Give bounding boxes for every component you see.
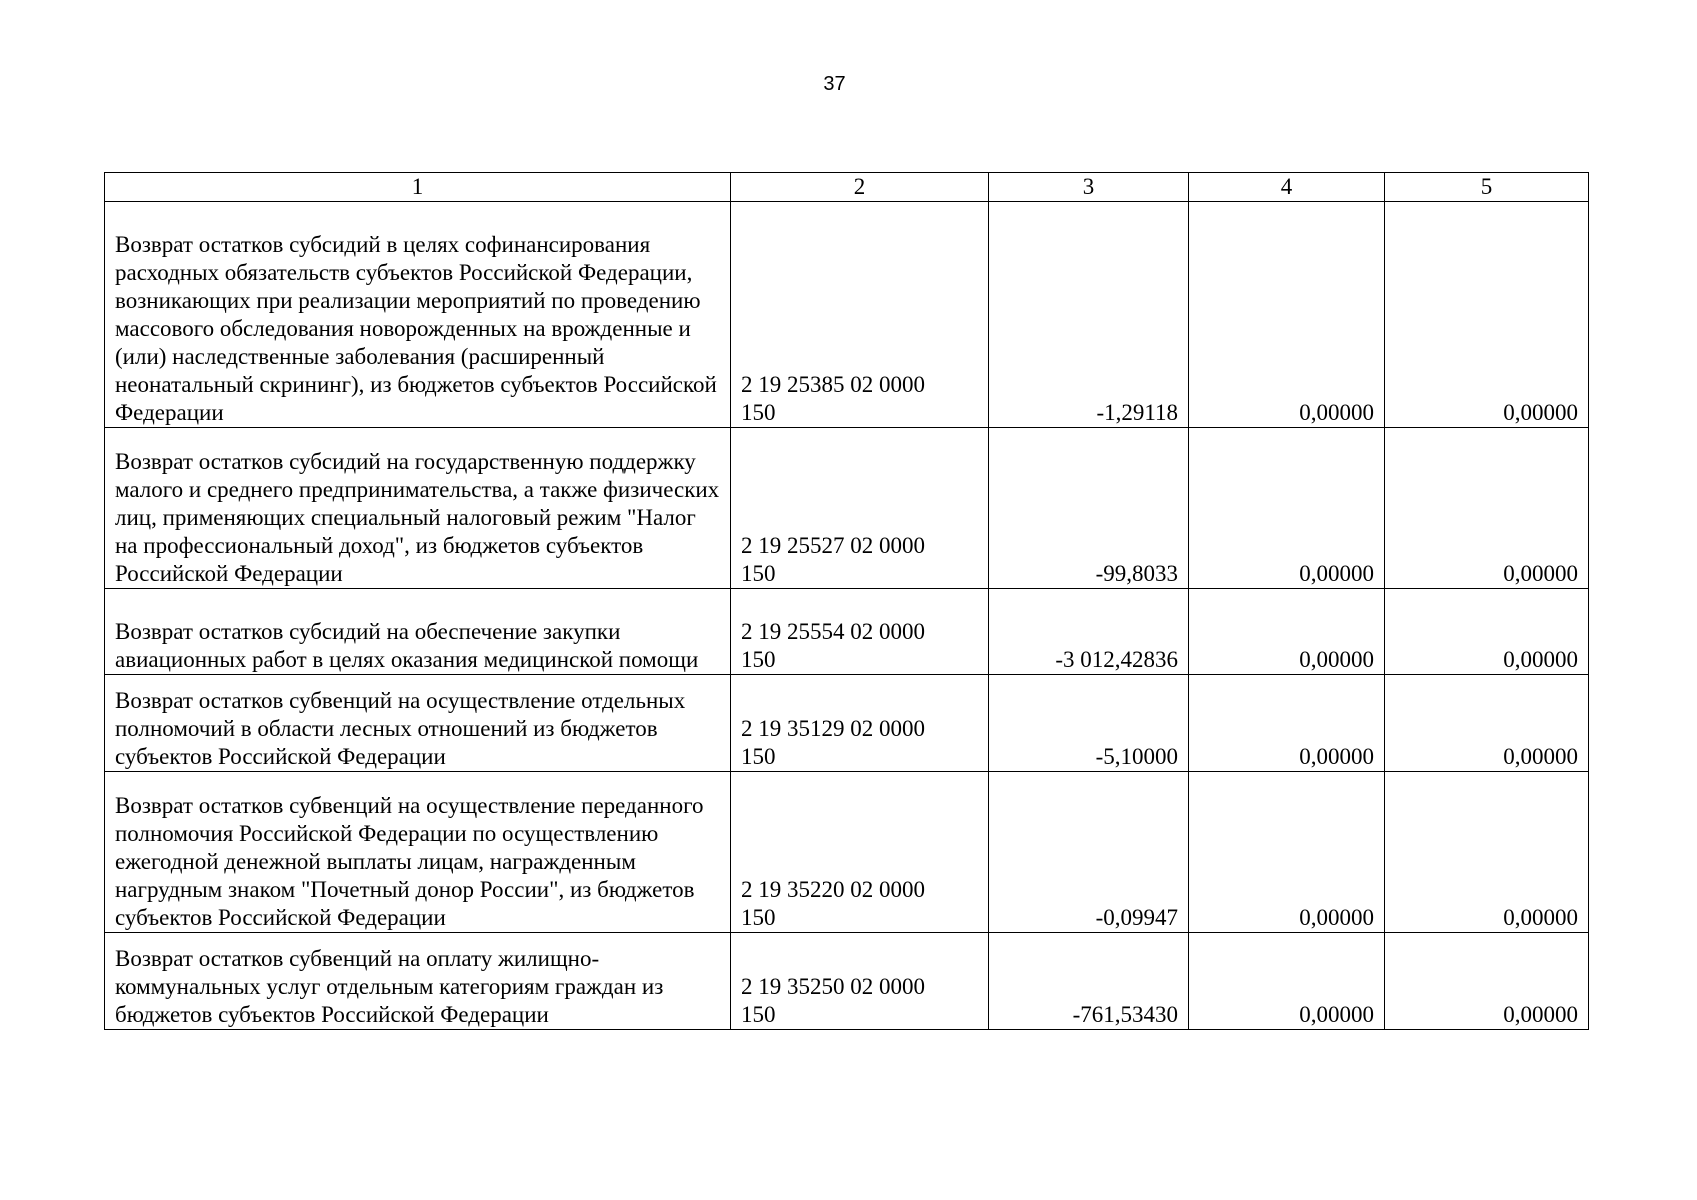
row-value-col3: -761,53430 <box>989 933 1189 1030</box>
row-value-col5: 0,00000 <box>1385 589 1589 675</box>
row-value-col5: 0,00000 <box>1385 675 1589 772</box>
row-code: 2 19 25527 02 0000 150 <box>731 428 989 589</box>
row-code: 2 19 25385 02 0000 150 <box>731 202 989 428</box>
table-row <box>105 675 1589 772</box>
row-description: Возврат остатков субсидий в целях софинансирования расходных обязательств субъектов Российской Федерации, возникающих при реализации мероприятий по проведению массового обследования новорожденных на врожденные и (или) наследственные заболевания (расширенный неонатальный скрининг), из бюджетов субъектов Российской Федерации <box>105 202 731 428</box>
row-value-col4: 0,00000 <box>1189 772 1385 933</box>
row-code: 2 19 25554 02 0000 150 <box>731 589 989 675</box>
column-header: 4 <box>1189 173 1385 202</box>
row-value-col3: -1,29118 <box>989 202 1189 428</box>
row-value-col3: -0,09947 <box>989 772 1189 933</box>
row-value-col5: 0,00000 <box>1385 772 1589 933</box>
column-header: 5 <box>1385 173 1589 202</box>
row-value-col3: -3 012,42836 <box>989 589 1189 675</box>
row-value-col5: 0,00000 <box>1385 428 1589 589</box>
table-row <box>105 933 1589 1030</box>
row-value-col4: 0,00000 <box>1189 933 1385 1030</box>
row-code: 2 19 35129 02 0000 150 <box>731 675 989 772</box>
row-code: 2 19 35250 02 0000 150 <box>731 933 989 1030</box>
row-value-col4: 0,00000 <box>1189 589 1385 675</box>
row-code: 2 19 35220 02 0000 150 <box>731 772 989 933</box>
row-value-col4: 0,00000 <box>1189 675 1385 772</box>
row-description: Возврат остатков субвенций на осуществление переданного полномочия Российской Федерации по осуществлению ежегодной денежной выплаты лицам, награжденным нагрудным знаком "Почетный донор России", из бюджетов субъектов Российской Федерации <box>105 772 731 933</box>
row-description: Возврат остатков субвенций на оплату жилищно-коммунальных услуг отдельным категориям граждан из бюджетов субъектов Российской Федерации <box>105 933 731 1030</box>
table-row <box>105 428 1589 589</box>
row-description: Возврат остатков субвенций на осуществление отдельных полномочий в области лесных отношений из бюджетов субъектов Российской Федерации <box>105 675 731 772</box>
table-row <box>105 589 1589 675</box>
row-value-col3: -99,8033 <box>989 428 1189 589</box>
row-value-col4: 0,00000 <box>1189 202 1385 428</box>
column-header: 1 <box>105 173 731 202</box>
table-row <box>105 202 1589 428</box>
row-value-col3: -5,10000 <box>989 675 1189 772</box>
column-header: 3 <box>989 173 1189 202</box>
row-description: Возврат остатков субсидий на государственную поддержку малого и среднего предпринимательства, а также физических лиц, применяющих специальный налоговый режим "Налог на профессиональный доход", из бюджетов субъектов Российской Федерации <box>105 428 731 589</box>
row-value-col4: 0,00000 <box>1189 428 1385 589</box>
table-row <box>105 772 1589 933</box>
row-description: Возврат остатков субсидий на обеспечение закупки авиационных работ в целях оказания медицинской помощи <box>105 589 731 675</box>
table-header-row <box>105 173 1589 202</box>
row-value-col5: 0,00000 <box>1385 202 1589 428</box>
row-value-col5: 0,00000 <box>1385 933 1589 1030</box>
budget-table <box>104 172 1589 1030</box>
page-number: 37 <box>823 73 846 95</box>
column-header: 2 <box>731 173 989 202</box>
